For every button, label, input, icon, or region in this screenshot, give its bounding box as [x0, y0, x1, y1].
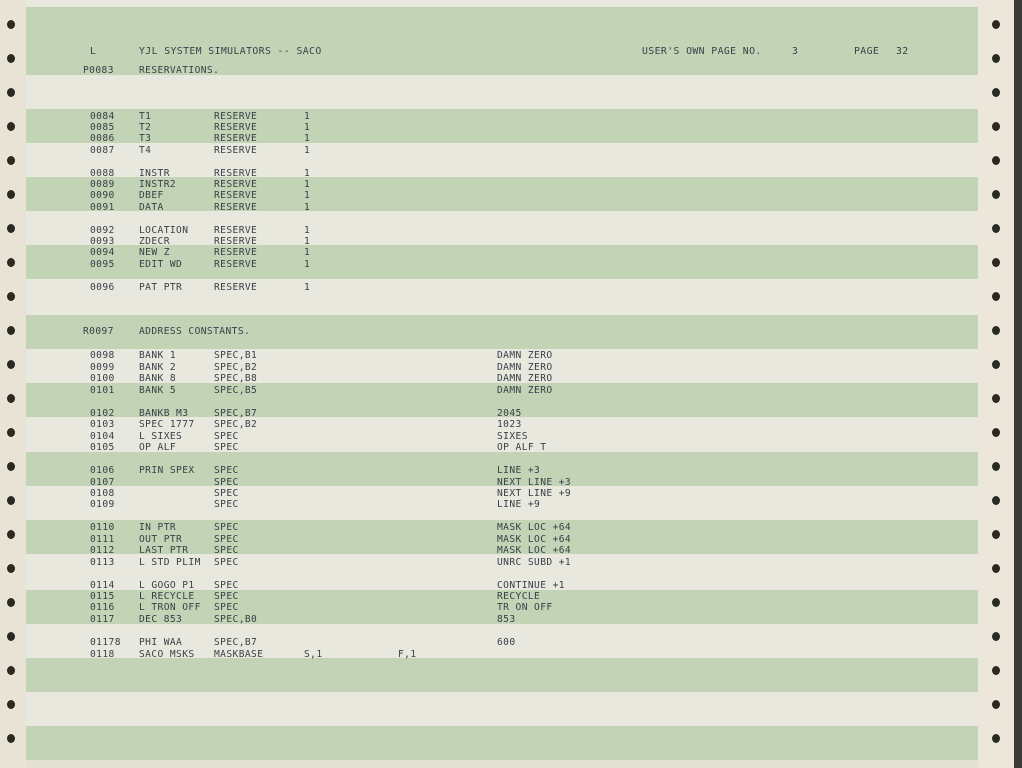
sprocket-hole [7, 122, 15, 131]
operand: 1 [304, 190, 311, 201]
sprocket-hole [7, 428, 15, 437]
sprocket-hole [7, 20, 15, 29]
scan-edge [1014, 0, 1022, 768]
green-bar [26, 7, 978, 41]
operation: RESERVE [214, 225, 258, 236]
section-number: P0083 [83, 65, 114, 76]
operation: SPEC [214, 477, 239, 488]
symbol-name: T1 [139, 111, 152, 122]
line-number: 0093 [90, 236, 115, 247]
operand: 1 [304, 168, 311, 179]
line-number: 0095 [90, 259, 115, 270]
symbol-name: LOCATION [139, 225, 189, 236]
operation: SPEC [214, 534, 239, 545]
section-number: R0097 [83, 326, 114, 337]
comment: 853 [497, 614, 516, 625]
symbol-name: OUT PTR [139, 534, 183, 545]
line-number: 0115 [90, 591, 115, 602]
right-tractor-strip [978, 0, 1014, 768]
symbol-name: T4 [139, 145, 152, 156]
sprocket-hole [7, 258, 15, 267]
operation: SPEC,B7 [214, 637, 258, 648]
header-col-l: L [90, 46, 97, 57]
line-number: 0117 [90, 614, 115, 625]
symbol-name: PRIN SPEX [139, 465, 195, 476]
symbol-name: SPEC 1777 [139, 419, 195, 430]
line-number: 0104 [90, 431, 115, 442]
comment: 1023 [497, 419, 522, 430]
sprocket-hole [7, 54, 15, 63]
page-number: 32 [896, 46, 909, 57]
sprocket-hole [992, 462, 1000, 471]
comment: LINE +9 [497, 499, 541, 510]
operand: 1 [304, 282, 311, 293]
comment: LINE +3 [497, 465, 541, 476]
symbol-name: BANK 5 [139, 385, 177, 396]
operation: SPEC,B2 [214, 419, 258, 430]
sprocket-hole [992, 428, 1000, 437]
symbol-name: L GOGO P1 [139, 580, 195, 591]
symbol-name: T2 [139, 122, 152, 133]
symbol-name: BANK 8 [139, 373, 177, 384]
line-number: 01178 [90, 637, 121, 648]
sprocket-hole [992, 598, 1000, 607]
line-number: 0098 [90, 350, 115, 361]
sprocket-hole [992, 564, 1000, 573]
sprocket-hole [7, 564, 15, 573]
operation: SPEC [214, 442, 239, 453]
sprocket-hole [7, 700, 15, 709]
sprocket-hole [992, 394, 1000, 403]
sprocket-hole [7, 598, 15, 607]
sprocket-hole [7, 496, 15, 505]
operand: 1 [304, 145, 311, 156]
operation: RESERVE [214, 247, 258, 258]
sprocket-hole [7, 224, 15, 233]
operation: MASKBASE [214, 649, 264, 660]
operand: 1 [304, 259, 311, 270]
sprocket-hole [992, 88, 1000, 97]
operation: RESERVE [214, 236, 258, 247]
left-tractor-strip [0, 0, 26, 768]
line-number: 0099 [90, 362, 115, 373]
comment: MASK LOC +64 [497, 545, 572, 556]
line-number: 0105 [90, 442, 115, 453]
operand: 1 [304, 133, 311, 144]
line-number: 0101 [90, 385, 115, 396]
line-number: 0109 [90, 499, 115, 510]
comment: TR ON OFF [497, 602, 553, 613]
sprocket-hole [992, 292, 1000, 301]
operation: SPEC [214, 557, 239, 568]
sprocket-hole [7, 156, 15, 165]
operand: 1 [304, 179, 311, 190]
sprocket-hole [992, 258, 1000, 267]
green-bar [26, 658, 978, 692]
sprocket-hole [992, 20, 1000, 29]
line-number: 0118 [90, 649, 115, 660]
section-heading: RESERVATIONS. [139, 65, 220, 76]
sprocket-hole [992, 224, 1000, 233]
operation: RESERVE [214, 168, 258, 179]
comment: 600 [497, 637, 516, 648]
sprocket-hole [992, 156, 1000, 165]
sprocket-hole [992, 326, 1000, 335]
line-number: 0114 [90, 580, 115, 591]
operation: SPEC [214, 522, 239, 533]
operand: S,1 [304, 649, 323, 660]
section-heading: ADDRESS CONSTANTS. [139, 326, 251, 337]
symbol-name: EDIT WD [139, 259, 183, 270]
symbol-name: DBEF [139, 190, 164, 201]
operand: 1 [304, 236, 311, 247]
sprocket-hole [992, 530, 1000, 539]
operation: SPEC,B5 [214, 385, 258, 396]
comment: NEXT LINE +3 [497, 477, 572, 488]
line-number: 0090 [90, 190, 115, 201]
line-number: 0091 [90, 202, 115, 213]
sprocket-hole [992, 666, 1000, 675]
sprocket-hole [7, 190, 15, 199]
operation: RESERVE [214, 179, 258, 190]
comment: MASK LOC +64 [497, 534, 572, 545]
operation: SPEC [214, 591, 239, 602]
symbol-name: ZDECR [139, 236, 170, 247]
line-number: 0110 [90, 522, 115, 533]
line-number: 0089 [90, 179, 115, 190]
operand: 1 [304, 225, 311, 236]
sprocket-hole [992, 54, 1000, 63]
comment: DAMN ZERO [497, 362, 553, 373]
operation: SPEC [214, 580, 239, 591]
sprocket-hole [7, 632, 15, 641]
line-number: 0084 [90, 111, 115, 122]
comment: NEXT LINE +9 [497, 488, 572, 499]
operation: SPEC,B1 [214, 350, 258, 361]
symbol-name: L TRON OFF [139, 602, 201, 613]
sprocket-hole [992, 734, 1000, 743]
page-title: YJL SYSTEM SIMULATORS -- SACO [139, 46, 322, 57]
line-number: 0113 [90, 557, 115, 568]
operation: SPEC [214, 545, 239, 556]
sprocket-hole [7, 530, 15, 539]
operation: SPEC,B2 [214, 362, 258, 373]
symbol-name: PHI WAA [139, 637, 183, 648]
operand: 1 [304, 122, 311, 133]
line-number: 0102 [90, 408, 115, 419]
line-number: 0086 [90, 133, 115, 144]
line-number: 0094 [90, 247, 115, 258]
line-number: 0111 [90, 534, 115, 545]
comment: DAMN ZERO [497, 350, 553, 361]
comment: MASK LOC +64 [497, 522, 572, 533]
symbol-name: NEW Z [139, 247, 170, 258]
sprocket-hole [7, 394, 15, 403]
line-number: 0092 [90, 225, 115, 236]
line-number: 0088 [90, 168, 115, 179]
operation: SPEC [214, 499, 239, 510]
operation: RESERVE [214, 259, 258, 270]
operation: SPEC [214, 465, 239, 476]
green-bar [26, 726, 978, 760]
comment: CONTINUE +1 [497, 580, 565, 591]
symbol-name: L RECYCLE [139, 591, 195, 602]
operation: SPEC,B0 [214, 614, 258, 625]
operation: RESERVE [214, 133, 258, 144]
operation: SPEC,B8 [214, 373, 258, 384]
operation: RESERVE [214, 202, 258, 213]
operation: RESERVE [214, 111, 258, 122]
symbol-name: BANK 2 [139, 362, 177, 373]
sprocket-hole [992, 496, 1000, 505]
users-page-number: 3 [792, 46, 799, 57]
sprocket-hole [992, 122, 1000, 131]
symbol-name: DEC 853 [139, 614, 183, 625]
sprocket-hole [7, 666, 15, 675]
users-page-label: USER'S OWN PAGE NO. [642, 46, 762, 57]
page-label: PAGE [854, 46, 880, 57]
line-number: 0100 [90, 373, 115, 384]
line-number: 0103 [90, 419, 115, 430]
symbol-name: L SIXES [139, 431, 183, 442]
sprocket-hole [992, 190, 1000, 199]
comment: SIXES [497, 431, 528, 442]
operation: SPEC [214, 602, 239, 613]
line-number: 0112 [90, 545, 115, 556]
operation: SPEC [214, 488, 239, 499]
operation: RESERVE [214, 190, 258, 201]
sprocket-hole [7, 88, 15, 97]
operation: RESERVE [214, 145, 258, 156]
symbol-name: BANK 1 [139, 350, 177, 361]
symbol-name: OP ALF [139, 442, 177, 453]
operation: RESERVE [214, 122, 258, 133]
sprocket-hole [992, 700, 1000, 709]
symbol-name: INSTR [139, 168, 170, 179]
line-number: 0087 [90, 145, 115, 156]
line-number: 0106 [90, 465, 115, 476]
comment: UNRC SUBD +1 [497, 557, 572, 568]
comment: 2045 [497, 408, 522, 419]
line-number: 0096 [90, 282, 115, 293]
operand: 1 [304, 111, 311, 122]
comment: DAMN ZERO [497, 373, 553, 384]
comment: OP ALF T [497, 442, 547, 453]
symbol-name: BANKB M3 [139, 408, 189, 419]
symbol-name: IN PTR [139, 522, 177, 533]
sprocket-hole [7, 292, 15, 301]
operation: RESERVE [214, 282, 258, 293]
symbol-name: INSTR2 [139, 179, 177, 190]
symbol-name: L STD PLIM [139, 557, 201, 568]
symbol-name: T3 [139, 133, 152, 144]
symbol-name: PAT PTR [139, 282, 183, 293]
comment: RECYCLE [497, 591, 541, 602]
line-number: 0107 [90, 477, 115, 488]
sprocket-hole [7, 326, 15, 335]
symbol-name: SACO MSKS [139, 649, 195, 660]
sprocket-hole [7, 734, 15, 743]
sprocket-hole [992, 632, 1000, 641]
symbol-name: DATA [139, 202, 164, 213]
comment: DAMN ZERO [497, 385, 553, 396]
line-number: 0085 [90, 122, 115, 133]
sprocket-hole [7, 462, 15, 471]
green-bar [26, 109, 978, 143]
symbol-name: LAST PTR [139, 545, 189, 556]
sprocket-hole [992, 360, 1000, 369]
line-number: 0116 [90, 602, 115, 613]
sprocket-hole [7, 360, 15, 369]
operation: SPEC [214, 431, 239, 442]
operand: 1 [304, 247, 311, 258]
operation: SPEC,B7 [214, 408, 258, 419]
operand-2: F,1 [398, 649, 417, 660]
operand: 1 [304, 202, 311, 213]
line-number: 0108 [90, 488, 115, 499]
